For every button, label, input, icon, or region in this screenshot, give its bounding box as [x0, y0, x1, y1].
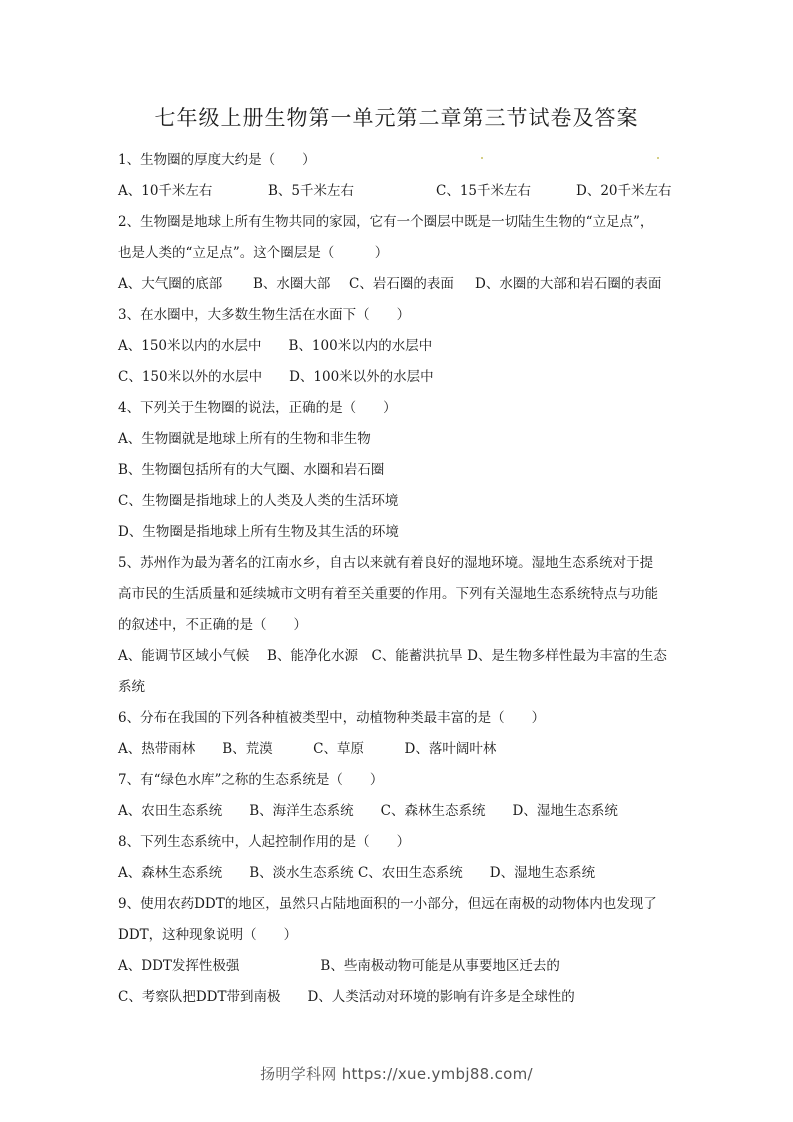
footer-watermark: 扬明学科网 https://xue.ymbj88.com/	[260, 1065, 533, 1083]
question-stem: 也是人类的“立足点”。这个圈层是（ ）	[118, 245, 389, 261]
options-line: A、150米以内的水层中 B、100米以内的水层中	[118, 338, 433, 354]
options-line: A、农田生态系统 B、海洋生态系统 C、森林生态系统 D、湿地生态系统	[118, 803, 618, 819]
option-b: B、水圈大部	[253, 276, 331, 292]
options-row	[118, 176, 678, 207]
options-line: A、森林生态系统 B、淡水生态系统 C、农田生态系统 D、湿地生态系统	[118, 865, 596, 881]
options-line: A、能调节区域小气候 B、能净化水源 C、能蓄洪抗旱 D、是生物多样性最为丰富的生态	[118, 648, 667, 664]
option-b: B、5千米左右	[268, 183, 355, 199]
option-c: C、15千米左右	[436, 183, 532, 199]
option-d: D、20千米左右	[576, 183, 672, 199]
question-stem: 4、下列关于生物圈的说法，正确的是（ ）	[118, 400, 397, 416]
question-stem: 8、下列生态系统中，人起控制作用的是（ ）	[118, 834, 411, 850]
options-row	[118, 269, 678, 300]
page-title: 七年级上册生物第一单元第二章第三节试卷及答案	[154, 106, 639, 130]
question-stem: 5、苏州作为最为著名的江南水乡，自古以来就有着良好的湿地环境。湿地生态系统对于提	[118, 555, 654, 571]
question-stem: 2、生物圈是地球上所有生物共同的家园，它有一个圈层中既是一切陆生生物的“立足点”，	[118, 214, 654, 230]
options-line: C、150米以外的水层中 D、100米以外的水层中	[118, 369, 434, 385]
options-line: A、热带雨林 B、荒漠 C、草原 D、落叶阔叶林	[118, 741, 497, 757]
options-line: C、考察队把DDT带到南极 D、人类活动对环境的影响有许多是全球性的	[118, 989, 575, 1005]
options-line: A、生物圈就是地球上所有的生物和非生物	[118, 431, 371, 447]
option-a: A、大气圈的底部	[118, 276, 223, 292]
options-line: C、生物圈是指地球上的人类及人类的生活环境	[118, 493, 399, 509]
question-stem: 3、在水圈中，大多数生物生活在水面下（ ）	[118, 307, 411, 323]
option-c: C、岩石圈的表面	[349, 276, 454, 292]
question-stem: 高市民的生活质量和延续城市文明有着至关重要的作用。下列有关湿地生态系统特点与功能	[118, 586, 658, 602]
question-stem: 1、生物圈的厚度大约是（ ）	[118, 152, 316, 168]
question-stem: 的叙述中，不正确的是（ ）	[118, 617, 307, 633]
question-stem: 6、分布在我国的下列各种植被类型中，动植物种类最丰富的是（ ）	[118, 710, 546, 726]
question-stem: 7、有“绿色水库”之称的生态系统是（ ）	[118, 772, 384, 788]
options-line: D、生物圈是指地球上所有生物及其生活的环境	[118, 524, 399, 540]
question-list	[118, 145, 678, 1013]
options-line: A、DDT发挥性极强 B、些南极动物可能是从事要地区迁去的	[118, 958, 560, 974]
options-line: 系统	[118, 679, 145, 695]
question-stem: 9、使用农药DDT的地区，虽然只占陆地面积的一小部分，但远在南极的动物体内也发现了	[118, 896, 657, 912]
question-stem: DDT，这种现象说明（ ）	[118, 927, 298, 943]
options-line: B、生物圈包括所有的大气圈、水圈和岩石圈	[118, 462, 385, 478]
option-a: A、10千米左右	[118, 183, 213, 199]
option-d: D、水圈的大部和岩石圈的表面	[475, 276, 662, 292]
